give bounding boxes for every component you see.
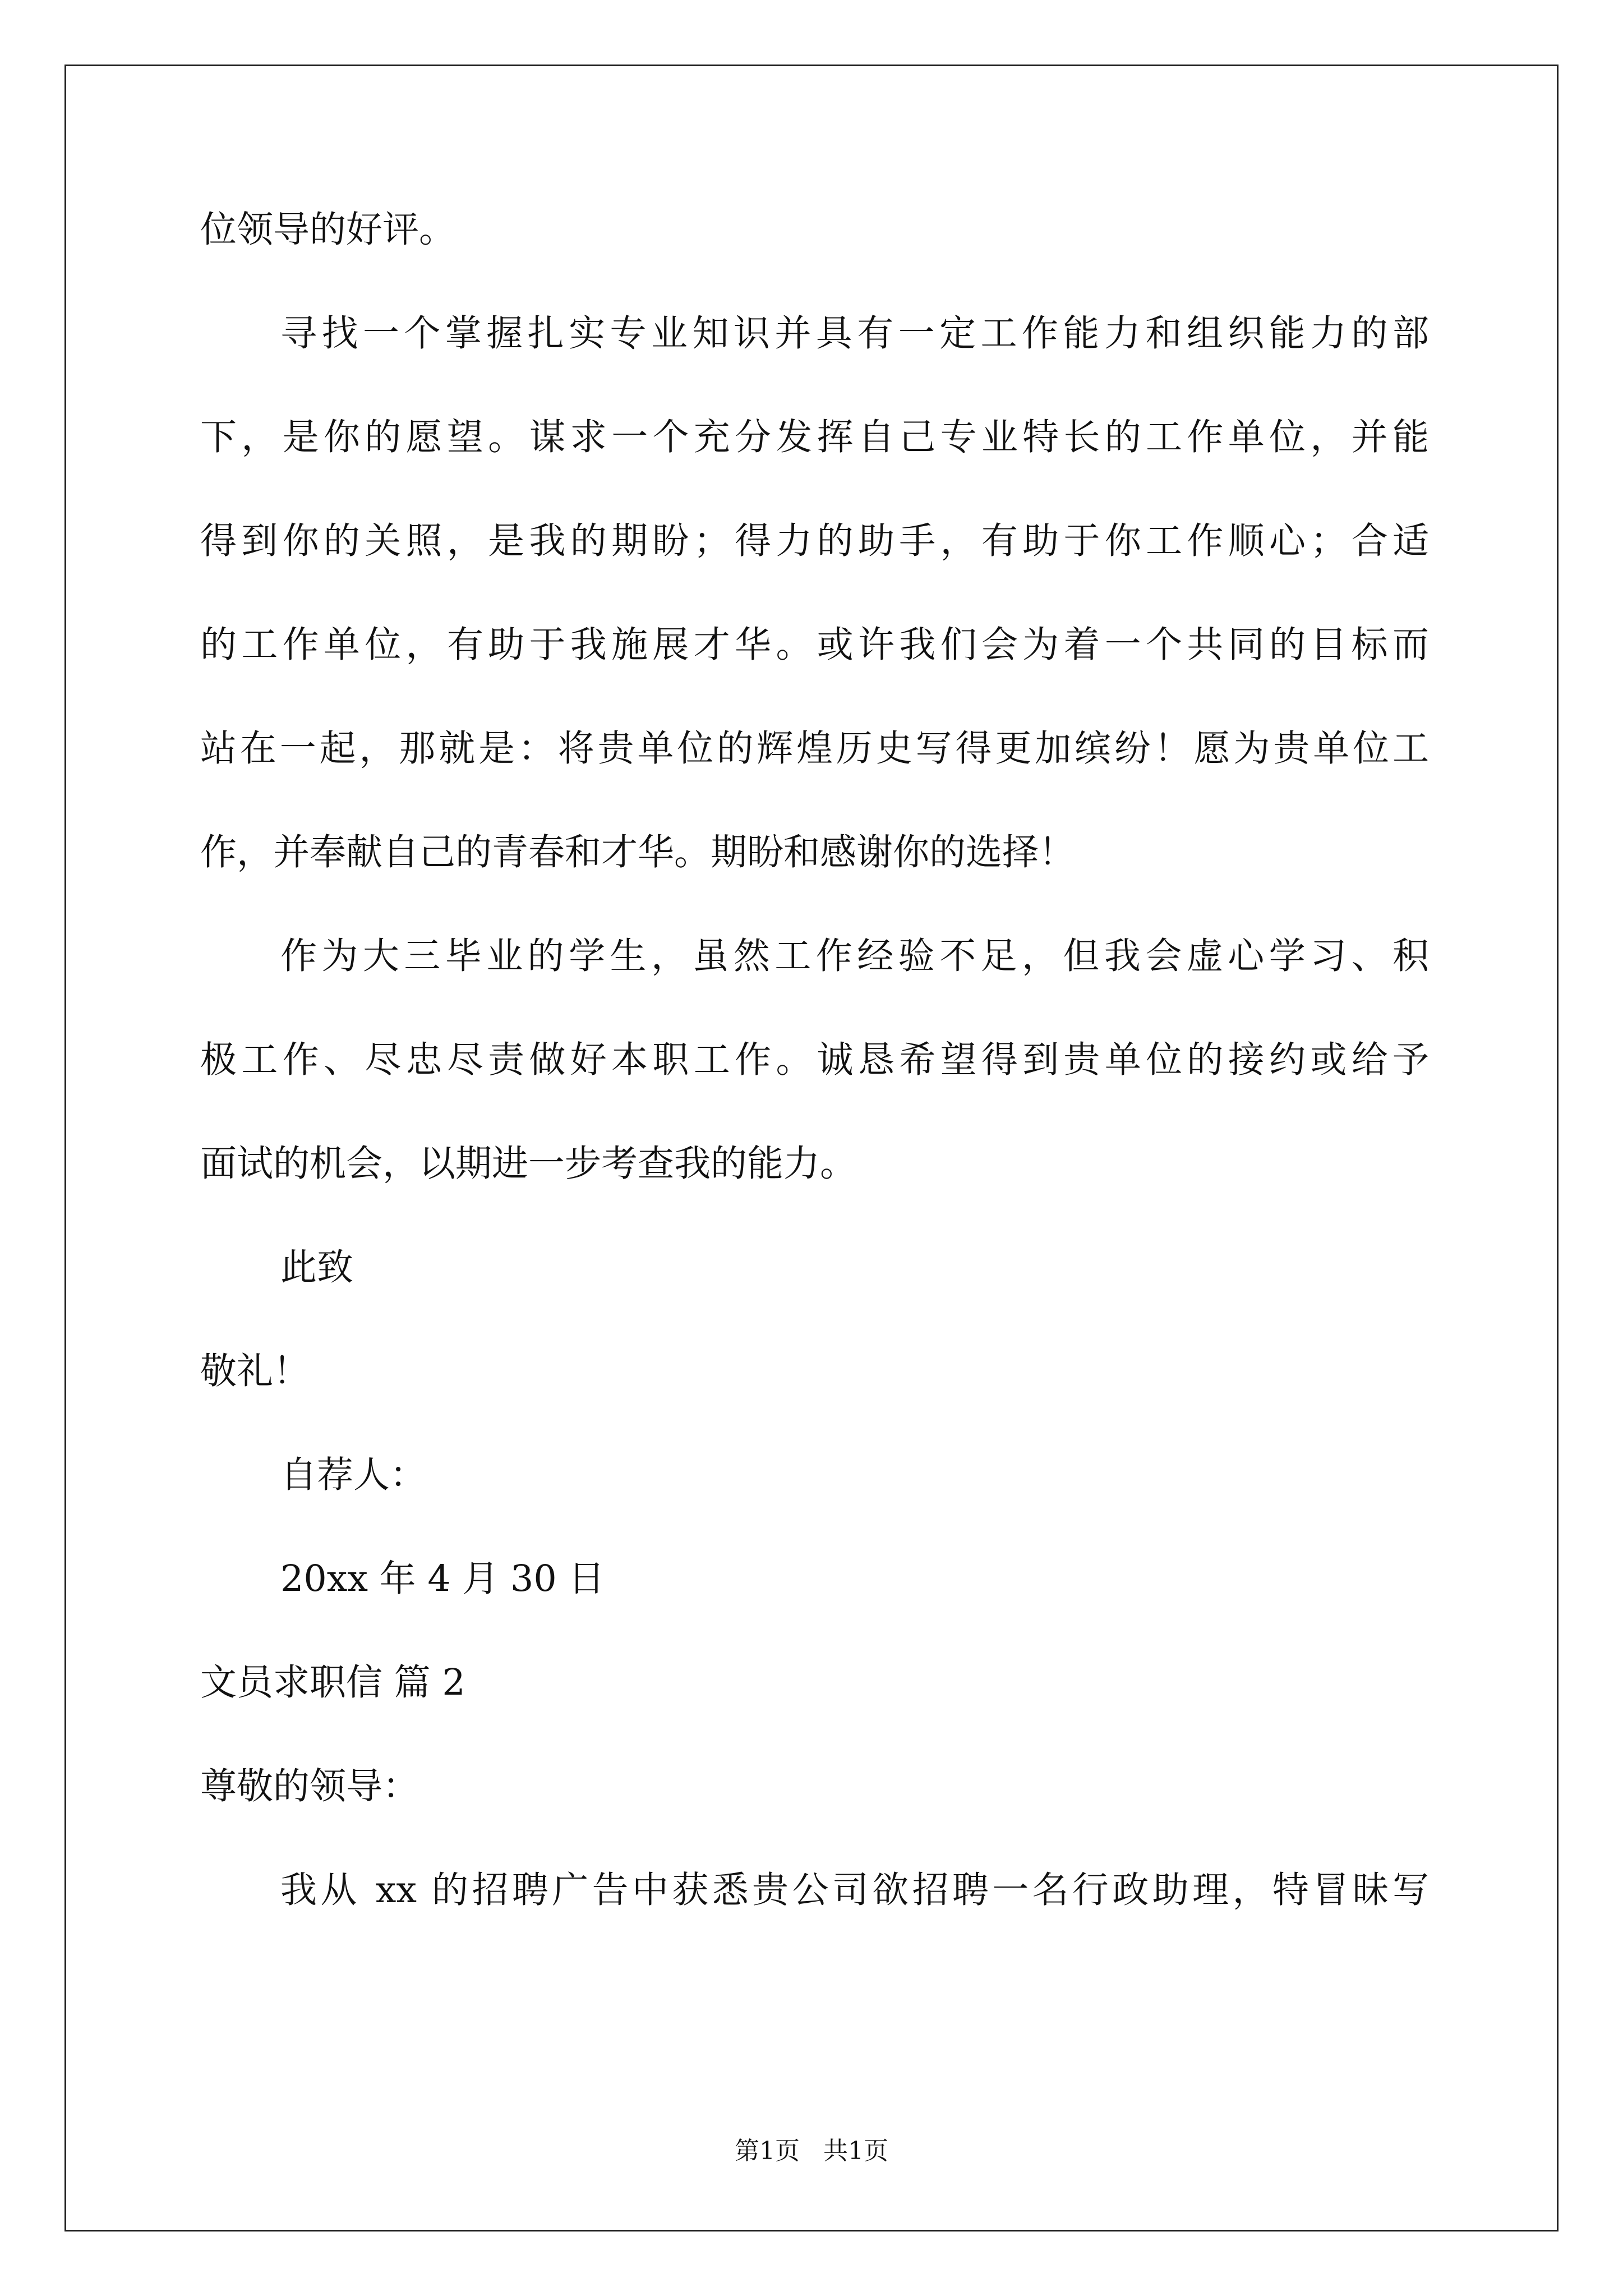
date-line: 20xx 年 4 月 30 日 [280,1558,605,1600]
text-line: 位领导的好评。 [200,209,456,251]
signature-label: 自荐人： [280,1454,427,1496]
text-line: 作为大三毕业的学生，虽然工作经验不足，但我会虚心学习、积 [280,935,1429,977]
text-line: 下，是你的愿望。谋求一个充分发挥自己专业特长的工作单位，并能 [200,416,1429,458]
closing-line: 此致 [280,1246,354,1289]
greeting-line: 尊敬的领导： [200,1765,419,1807]
text-line: 极工作、尽忠尽责做好本职工作。诚恳希望得到贵单位的接约或给予 [200,1039,1429,1081]
text-line: 站在一起，那就是：将贵单位的辉煌历史写得更加缤纷！愿为贵单位工 [200,728,1429,770]
text-line: 作，并奉献自己的青春和才华。期盼和感谢你的选择！ [200,831,1076,873]
text-line: 的工作单位，有助于我施展才华。或许我们会为着一个共同的目标而 [200,624,1429,666]
salutation-line: 敬礼！ [200,1350,310,1392]
text-line: 面试的机会，以期进一步考查我的能力。 [200,1143,857,1185]
page-footer: 第1页 共1页 [735,2137,888,2165]
section-heading: 文员求职信 篇 2 [200,1662,465,1704]
text-line: 寻找一个掌握扎实专业知识并具有一定工作能力和组织能力的部 [280,312,1429,355]
text-line: 我从 xx 的招聘广告中获悉贵公司欲招聘一名行政助理，特冒昧写 [280,1869,1429,1911]
text-line: 得到你的关照，是我的期盼；得力的助手，有助于你工作顺心；合适 [200,520,1429,562]
